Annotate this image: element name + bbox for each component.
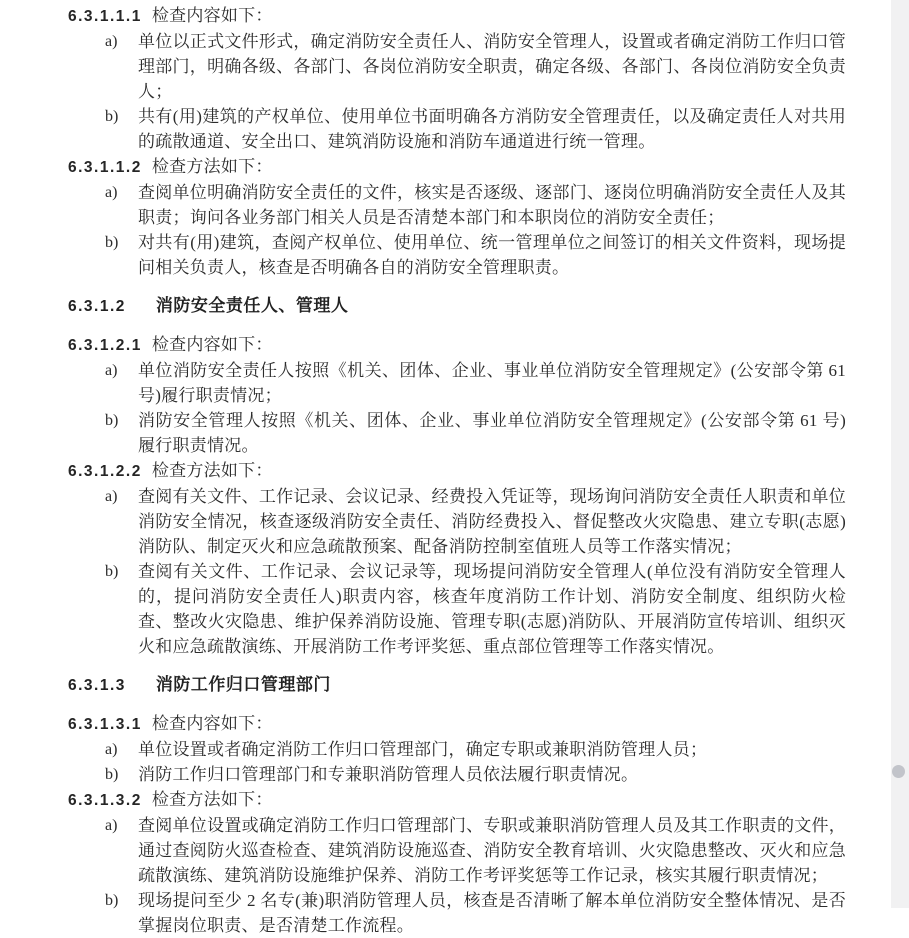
clause-block	[68, 458, 846, 659]
clause-block	[68, 787, 846, 938]
list-item-text: 共有(用)建筑的产权单位、使用单位书面明确各方消防安全管理责任，以及确定责任人对共用的疏散通道、安全出口、建筑消防设施和消防车通道进行统一管理。	[138, 107, 846, 151]
list-item	[68, 104, 846, 154]
clause-number: 6.3.1.3.1	[68, 716, 142, 733]
list-item	[68, 813, 846, 888]
list-item-marker: a)	[105, 184, 118, 201]
list-item	[68, 230, 846, 280]
document-page	[68, 3, 846, 938]
clause-heading	[68, 332, 846, 358]
clause-number: 6.3.1.3.2	[68, 792, 142, 809]
list-item	[68, 180, 846, 230]
clause-number: 6.3.1.2.2	[68, 463, 142, 480]
list-item-text: 查阅单位设置或确定消防工作归口管理部门、专职或兼职消防管理人员及其工作职责的文件，通过查阅防火巡查检查、建筑消防设施巡查、消防安全教育培训、火灾隐患整改、灭火和应急疏散演练、建筑消防设施维护保养、消防工作考评奖惩等工作记录，核实其履行职责情况；	[138, 816, 846, 885]
list-item-text: 单位以正式文件形式，确定消防安全责任人、消防安全管理人，设置或者确定消防工作归口管理部门，明确各级、各部门、各岗位消防安全职责，确定各级、各部门、各岗位消防安全负责人；	[138, 32, 846, 101]
clause-title: 检查方法如下：	[151, 790, 273, 809]
list-item-marker: a)	[105, 741, 118, 758]
clause-heading	[68, 458, 846, 484]
list-item	[68, 559, 846, 659]
clause-block	[68, 332, 846, 458]
section-number: 6.3.1.2	[68, 298, 126, 315]
list-item	[68, 358, 846, 408]
list-item	[68, 29, 846, 104]
list-item-marker: b)	[105, 563, 119, 580]
list-item-text: 查阅有关文件、工作记录、会议记录、经费投入凭证等，现场询问消防安全责任人职责和单位消防安全情况，核查逐级消防安全责任、消防经费投入、督促整改火灾隐患、建立专职(志愿)消防队、制定灭火和应急疏散预案、配备消防控制室值班人员等工作落实情况；	[138, 487, 846, 556]
clause-heading	[68, 787, 846, 813]
list-item-text: 查阅单位明确消防安全责任的文件，核实是否逐级、逐部门、逐岗位明确消防安全责任人及其职责；询问各业务部门相关人员是否清楚本部门和本职岗位的消防安全责任；	[138, 183, 846, 227]
list-item-marker: a)	[105, 488, 118, 505]
list-item-marker: b)	[105, 234, 119, 251]
list-item-text: 单位消防安全责任人按照《机关、团体、企业、事业单位消防安全管理规定》(公安部令第 61 号)履行职责情况；	[138, 361, 846, 405]
clause-heading	[68, 711, 846, 737]
list-item-text: 单位设置或者确定消防工作归口管理部门，确定专职或兼职消防管理人员；	[138, 740, 708, 759]
list-item-text: 消防工作归口管理部门和专兼职消防管理人员依法履行职责情况。	[138, 765, 639, 784]
section-heading	[68, 293, 846, 319]
clause-block	[68, 711, 846, 787]
clause-title: 检查内容如下：	[151, 335, 273, 354]
list-item-marker: a)	[105, 362, 118, 379]
clause-heading	[68, 3, 846, 29]
list-item	[68, 762, 846, 787]
list-item-text: 对共有(用)建筑，查阅产权单位、使用单位、统一管理单位之间签订的相关文件资料，现场提问相关负责人，核查是否明确各自的消防安全管理职责。	[138, 233, 846, 277]
section-number: 6.3.1.3	[68, 677, 126, 694]
list-item-marker: a)	[105, 33, 118, 50]
list-item	[68, 888, 846, 938]
clause-heading	[68, 154, 846, 180]
list-item-text: 消防安全管理人按照《机关、团体、企业、事业单位消防安全管理规定》(公安部令第 61 号)履行职责情况。	[138, 411, 846, 455]
clause-title: 检查内容如下：	[151, 6, 273, 25]
list-item-marker: a)	[105, 817, 118, 834]
section-title: 消防安全责任人、管理人	[155, 296, 349, 315]
list-item	[68, 484, 846, 559]
list-item	[68, 408, 846, 458]
clause-title: 检查方法如下：	[151, 157, 273, 176]
list-item	[68, 737, 846, 762]
clause-block	[68, 154, 846, 280]
section-heading	[68, 672, 846, 698]
list-item-text: 查阅有关文件、工作记录、会议记录等，现场提问消防安全管理人(单位没有消防安全管理人的，提问消防安全责任人)职责内容，核查年度消防工作计划、消防安全制度、组织防火检查、整改火灾隐患、维护保养消防设施、管理专职(志愿)消防队、开展消防宣传培训、组织灭火和应急疏散演练、开展消防工作考评奖惩、重点部位管理等工作落实情况。	[138, 562, 846, 656]
clause-number: 6.3.1.1.1	[68, 8, 142, 25]
section-title: 消防工作归口管理部门	[155, 675, 331, 694]
clause-title: 检查方法如下：	[151, 461, 273, 480]
clause-title: 检查内容如下：	[151, 714, 273, 733]
list-item-marker: b)	[105, 412, 119, 429]
scrollbar-track[interactable]	[891, 0, 909, 908]
list-item-marker: b)	[105, 892, 119, 909]
clause-number: 6.3.1.2.1	[68, 337, 142, 354]
clause-number: 6.3.1.1.2	[68, 159, 142, 176]
list-item-marker: b)	[105, 108, 119, 125]
list-item-text: 现场提问至少 2 名专(兼)职消防管理人员，核查是否清晰了解本单位消防安全整体情况、是否掌握岗位职责、是否清楚工作流程。	[138, 891, 846, 935]
scrollbar-thumb[interactable]	[892, 765, 905, 778]
clause-block	[68, 3, 846, 154]
list-item-marker: b)	[105, 766, 119, 783]
